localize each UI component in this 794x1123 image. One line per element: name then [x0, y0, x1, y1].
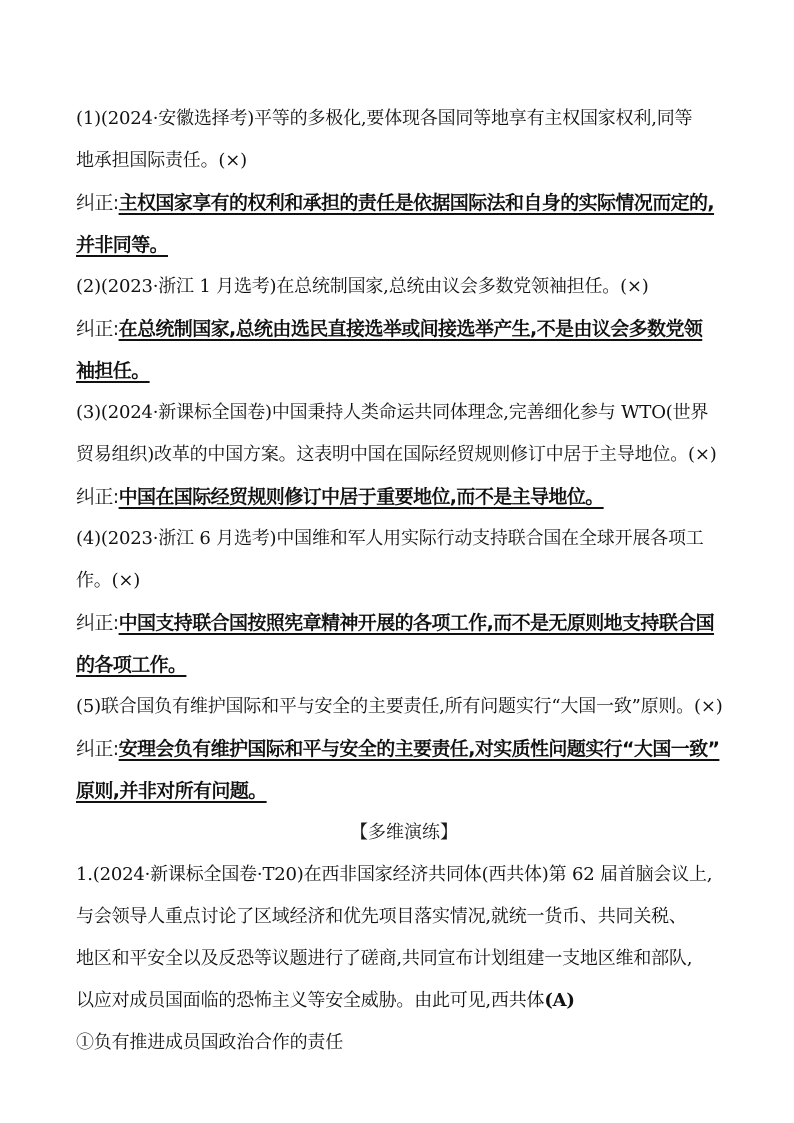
correction-label: 纠正: — [76, 738, 119, 760]
question-item-4 — [76, 518, 722, 686]
correction-text: 主权国家享有的权利和承担的责任是依据国际法和自身的实际情况而定的, — [118, 192, 715, 214]
correction-text: 原则,并非对所有问题。 — [76, 780, 267, 802]
correction-line — [76, 182, 722, 224]
correction-text: 在总统制国家,总统由选民直接选举或间接选举产生,不是由议会多数党领 — [118, 318, 703, 340]
document-page — [76, 98, 722, 1064]
correction-label: 纠正: — [76, 192, 119, 214]
correction-line — [76, 644, 722, 686]
exercise-line — [76, 980, 722, 1022]
question-item-5 — [76, 686, 722, 812]
question-line: 贸易组织)改革的中国方案。这表明中国在国际经贸规则修订中居于主导地位。(×) — [76, 444, 717, 465]
question-item-1 — [76, 98, 722, 266]
correction-text: 袖担任。 — [76, 360, 150, 382]
correction-text: 中国支持联合国按照宪章精神开展的各项工作,而不是无原则地支持联合国 — [118, 612, 715, 634]
correction-line — [76, 350, 722, 392]
question-line: (1)(2024·安徽选择考)平等的多极化,要体现各国同等地享有主权国家权利,同等 — [76, 108, 693, 129]
correction-line — [76, 728, 722, 770]
question-line: 作。(×) — [76, 570, 141, 591]
question-line: (4)(2023·浙江 6 月选考)中国维和军人用实际行动支持联合国在全球开展各项工 — [76, 528, 704, 549]
correction-line — [76, 308, 722, 350]
question-line: (3)(2024·新课标全国卷)中国秉持人类命运共同体理念,完善细化参与 WTO(世界 — [76, 402, 709, 423]
correction-label: 纠正: — [76, 612, 119, 634]
exercise-line: 地区和平安全以及反恐等议题进行了磋商,共同宣布计划组建一支地区维和部队, — [76, 948, 693, 969]
correction-line — [76, 770, 722, 812]
question-line: (2)(2023·浙江 1 月选考)在总统制国家,总统由议会多数党领袖担任。(×) — [76, 276, 649, 297]
question-item-2 — [76, 266, 722, 392]
exercise-line: 1.(2024·新课标全国卷·T20)在西非国家经济共同体(西共体)第 62 届首脑会议上, — [76, 864, 713, 885]
section-title: 【多维演练】 — [350, 822, 458, 843]
exercise-line-text: 以应对成员国面临的恐怖主义等安全威胁。由此可见,西共体 — [76, 990, 545, 1011]
correction-line — [76, 476, 722, 518]
exercise-option: ①负有推进成员国政治合作的责任 — [76, 1032, 343, 1053]
correction-text: 中国在国际经贸规则修订中居于重要地位,而不是主导地位。 — [118, 486, 604, 508]
exercise-line: 与会领导人重点讨论了区域经济和优先项目落实情况,就统一货币、共同关税、 — [76, 906, 687, 927]
correction-label: 纠正: — [76, 318, 119, 340]
question-line: 地承担国际责任。(×) — [76, 150, 247, 171]
correction-text: 并非同等。 — [76, 234, 169, 256]
correction-text: 安理会负有维护国际和平与安全的主要责任,对实质性问题实行“大国一致” — [118, 738, 720, 760]
answer-key: (A) — [544, 990, 575, 1011]
question-item-3 — [76, 392, 722, 518]
question-line: (5)联合国负有维护国际和平与安全的主要责任,所有问题实行“大国一致”原则。(×) — [76, 696, 723, 717]
correction-line — [76, 224, 722, 266]
correction-label: 纠正: — [76, 486, 119, 508]
correction-line — [76, 602, 722, 644]
exercise-question — [76, 854, 722, 1064]
correction-text: 的各项工作。 — [76, 654, 187, 676]
